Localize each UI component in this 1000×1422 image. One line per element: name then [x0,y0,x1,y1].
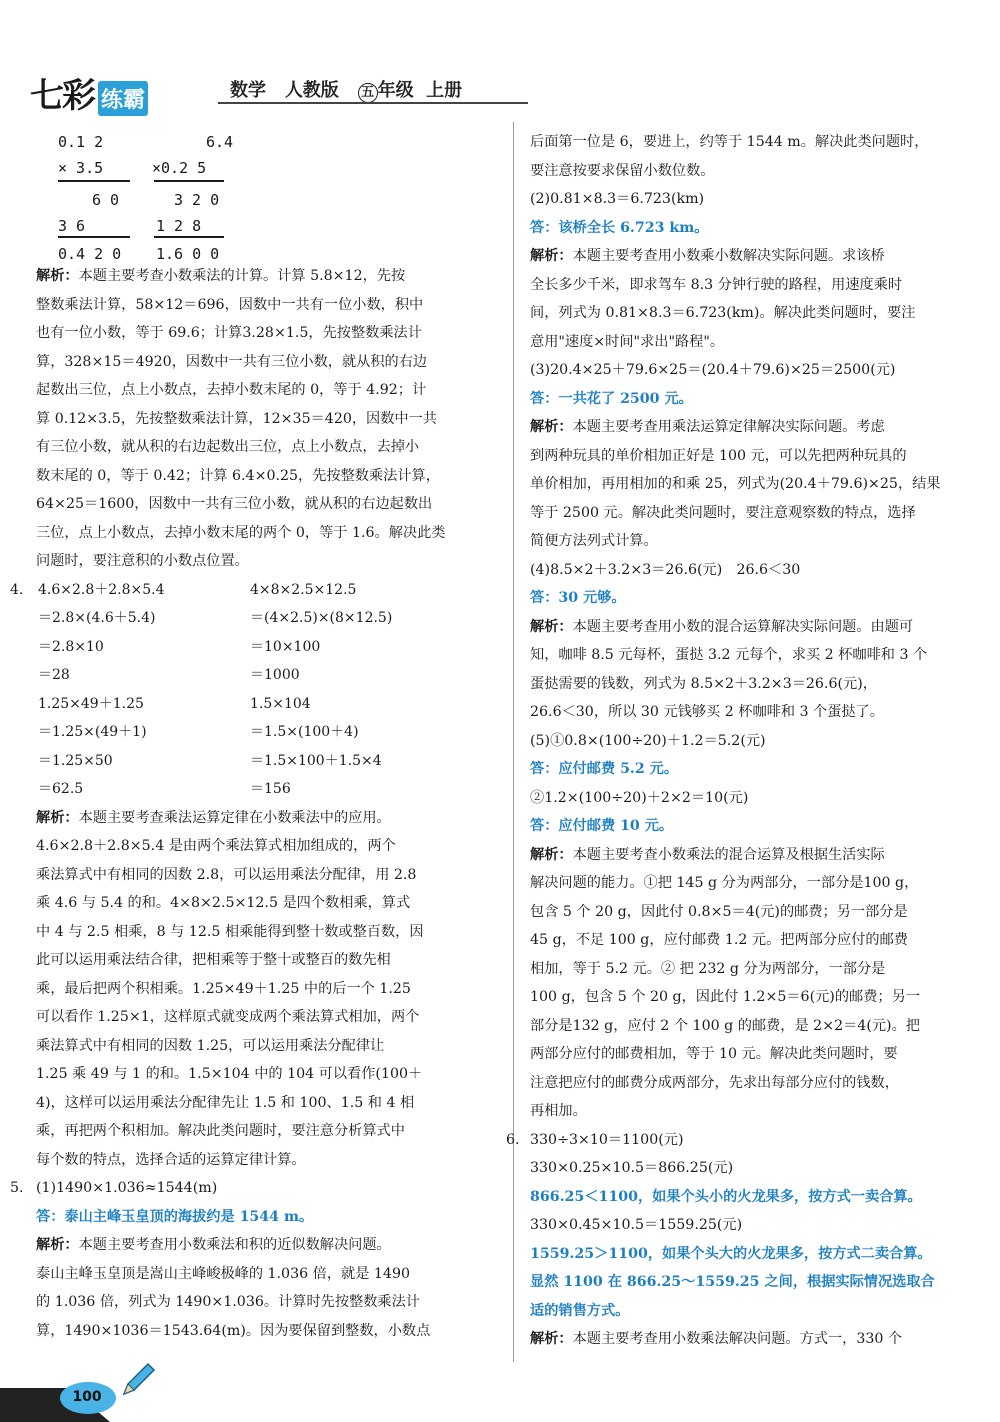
calc-b-line4: 1 2 8 [156,217,202,235]
edition: 人教版 [284,80,339,101]
analysis-line: 算 0.12×3.5，先按整数乘法计算，12×35＝420，因数中一共 [36,410,437,427]
analysis-line: 此可以运用乘法结合律，把相乘等于整十或整百的数先相 [36,952,391,968]
analysis-line: 本题主要考查用乘法运算定律解决实际问题。考虑 [572,419,885,435]
analysis-line: 算，328×15＝4920，因数中一共有三位小数，就从积的右边 [36,353,428,370]
answer: 答：该桥全长 6.723 km。 [530,219,709,236]
equation: ＝1.5×(100＋4) [250,724,359,740]
analysis-line: 64×25＝1600，因数中一共有三位小数，就从积的右边起数出 [36,496,433,512]
analysis-line: 算，1490×1036＝1543.64(m)。因为要保留到整数，小数点 [36,1322,431,1339]
answer-line: 适的销售方式。 [530,1302,630,1319]
analysis-line: 再相加。 [530,1103,587,1119]
analysis-line: 4)，这样可以运用乘法分配律先让 1.5 和 100、1.5 和 4 相 [36,1094,415,1111]
analysis-line: 知，咖啡 8.5 元每杯，蛋挞 3.2 元每个，求买 2 杯咖啡和 3 个 [530,647,928,663]
calc-a-line3: 6 0 [92,191,120,209]
analysis-line: 问题时，要注意积的小数点位置。 [36,553,249,569]
calc-a-line4: 3 6 [58,217,86,235]
question-number: 6. [506,1131,520,1148]
analysis-line: 解决问题的能力。①把 145 g 分为两部分，一部分是100 g， [530,875,919,891]
equation: ＝2.8×(4.6＋5.4) [38,610,156,626]
answer-line: 866.25＜1100，如果个头小的火龙果多，按方式一卖合算。 [530,1188,922,1205]
analysis-line: 乘，最后把两个积相乘。1.25×49＋1.25 中的后一个 1.25 [36,980,411,997]
analysis-line: 包含 5 个 20 g，因此付 0.8×5＝4(元)的邮费；另一部分是 [530,903,908,920]
calc-a-line5: 0.4 2 0 [58,245,122,263]
calc-a-rule1 [58,180,130,182]
header-rule [218,102,528,104]
header-title [230,76,462,103]
vertical-calculations [36,128,496,263]
equation: 1.25×49＋1.25 [38,695,144,712]
analysis-label: 解析： [36,809,79,826]
analysis-line: 部分是132 g，应付 2 个 100 g 的邮费，是 2×2＝4(元)。把 [530,1017,920,1034]
answer-line: 1559.25＞1100，如果个头大的火龙果多，按方式二卖合算。 [530,1245,932,1262]
equation: ＝2.8×10 [38,638,104,655]
analysis-line: 45 g，不足 100 g，应付邮费 1.2 元。把两部分应付的邮费 [530,932,908,948]
grade-number: 五 [358,83,378,103]
analysis-line: 两部分应付的邮费相加，等于 10 元。解决此类问题时，要 [530,1046,898,1062]
calc-b-rule1 [154,180,224,182]
subject: 数学 [230,80,266,101]
analysis-line: 中 4 与 2.5 相乘，8 与 12.5 相乘能得到整十数或整百数，因 [36,923,424,940]
brand-logo [30,68,148,117]
analysis-line: 有三位小数，就从积的右边起数出三位，点上小数点，去掉小 [36,439,420,455]
analysis-line: 乘 4.6 与 5.4 的和。4×8×2.5×12.5 是四个数相乘，算式 [36,895,411,911]
equation: (1)1490×1.036≈1544(m) [36,1180,218,1196]
analysis-label: 解析： [530,248,573,264]
page-number: 100 [72,1389,102,1405]
equation: ＝1.25×(49＋1) [38,724,147,740]
analysis-line: 本题主要考查小数乘法的计算。计算 5.8×12，先按 [78,268,406,284]
analysis-label: 解析： [36,1237,79,1253]
analysis-label: 解析： [530,846,573,863]
analysis-label: 解析： [530,419,573,435]
question-number: 4. [10,581,24,598]
calc-a-rule2 [58,236,130,238]
analysis-label: 解析： [36,268,79,284]
equation: (4)8.5×2＋3.2×3＝26.6(元) 26.6＜30 [530,561,801,578]
analysis-line: 4.6×2.8＋2.8×5.4 是由两个乘法算式相加组成的，两个 [36,838,396,854]
analysis-line: 1.25 乘 49 与 1 的和。1.5×104 中的 104 可以看作(100＋ [36,1066,423,1082]
right-column [506,128,970,1354]
analysis-label: 解析： [530,1331,573,1347]
analysis-line: 乘，再把两个积相加。解决此类问题时，要注意分析算式中 [36,1123,405,1139]
analysis-line: 的 1.036 倍，列式为 1490×1.036。计算时先按整数乘法计 [36,1294,420,1310]
page-header [30,68,980,116]
analysis-line: 到两种玩具的单价相加正好是 100 元，可以先把两种玩具的 [530,447,907,464]
calc-b-line3: 3 2 0 [174,191,220,209]
column-divider [513,122,514,1362]
analysis-line: 本题主要考查用小数乘法解决问题。方式一，330 个 [572,1331,903,1347]
equation: ＝10×100 [250,638,321,655]
equation: ＝62.5 [38,781,84,797]
pencil-icon [118,1360,158,1400]
calc-b-line2: ×0.2 5 [152,159,207,177]
logo-text: 七彩 [30,76,94,116]
analysis-line: 本题主要考查乘法运算定律在小数乘法中的应用。 [78,809,391,826]
analysis-line: 简便方法列式计算。 [530,533,658,549]
analysis-line: 乘法算式中有相同的因数 1.25，可以运用乘法分配律让 [36,1037,385,1054]
question-5 [10,1174,496,1345]
logo-box: 练霸 [98,81,148,116]
analysis-line: 也有一位小数，等于 69.6；计算3.28×1.5，先按整数乘法计 [36,325,422,341]
analysis-line: 每个数的特点，选择合适的运算定律计算。 [36,1151,306,1168]
analysis-line: 本题主要考查用小数乘小数解决实际问题。求该桥 [572,248,885,264]
calc-b-line1: 6.4 [206,133,234,151]
analysis-line: 泰山主峰玉皇顶是嵩山主峰峻极峰的 1.036 倍，就是 1490 [36,1265,411,1282]
equation: 330×0.45×10.5＝1559.25(元) [530,1217,743,1233]
equation: ＝1.25×50 [38,752,113,769]
equation: (3)20.4×25＋79.6×25＝(20.4＋79.6)×25＝2500(元) [530,362,896,378]
calc-b-rule2 [154,236,224,238]
analysis-line: 等于 2500 元。解决此类问题时，要注意观察数的特点，选择 [530,504,916,521]
analysis-line: 整数乘法计算，58×12＝696，因数中一共有一位小数，积中 [36,296,424,313]
analysis-line: 相加，等于 5.2 元。② 把 232 g 分为两部分，一部分是 [530,960,886,977]
analysis-line: 间，列式为 0.81×8.3＝6.723(km)。解决此类问题时，要注 [530,305,916,321]
equation: 330×0.25×10.5＝866.25(元) [530,1160,734,1176]
analysis-line: 起数出三位，点上小数点，去掉小数末尾的 0，等于 4.92；计 [36,382,427,398]
equation: ＝(4×2.5)×(8×12.5) [250,610,393,626]
equation: ＝1000 [250,667,300,683]
analysis-line: 注意把应付的邮费分成两部分，先求出每部分应付的钱数， [530,1074,899,1091]
question-4 [10,576,496,804]
equation: ＝1.5×100＋1.5×4 [250,752,382,769]
analysis-line: 26.6＜30，所以 30 元钱够买 2 杯咖啡和 3 个蛋挞了。 [530,704,884,720]
equation: ＝156 [250,781,291,797]
equation: 4.6×2.8＋2.8×5.4 [38,581,165,598]
analysis-line: 三位，点上小数点，去掉小数末尾的两个 0，等于 1.6。解决此类 [36,524,446,541]
calc-a-line1: 0.1 2 [58,133,104,151]
analysis-line: 蛋挞需要的钱数，列式为 8.5×2＋3.2×3＝26.6(元)， [530,675,877,692]
answer: 答：泰山主峰玉皇顶的海拔约是 1544 m。 [36,1208,314,1225]
answer: 答：30 元够。 [530,590,626,606]
analysis-4 [36,804,496,1175]
left-column [10,128,496,1345]
analysis-line: 要注意按要求保留小数位数。 [530,162,715,179]
equation: ②1.2×(100÷20)＋2×2＝10(元) [530,789,749,806]
answer: 答：一共花了 2500 元。 [530,390,693,407]
calc-a-line2: × 3.5 [58,159,104,177]
analysis-line: 后面第一位是 6，要进上，约等于 1544 m。解决此类问题时， [530,134,929,150]
analysis-line: 乘法算式中有相同的因数 2.8，可以运用乘法分配律，用 2.8 [36,866,417,883]
volume: 上册 [426,80,463,101]
analysis-line: 可以看作 1.25×1，这样原式就变成两个乘法算式相加，两个 [36,1009,420,1025]
answer-line: 显然 1100 在 866.25～1559.25 之间，根据实际情况选取合 [530,1274,935,1290]
equation: (5)①0.8×(100÷20)＋1.2＝5.2(元) [530,732,766,749]
analysis-line: 本题主要考查用小数乘法和积的近似数解决问题。 [78,1237,391,1253]
analysis-line: 意用"速度×时间"求出"路程"。 [530,333,725,350]
question-number: 5. [10,1180,24,1196]
equation: 1.5×104 [250,695,311,712]
calc-b-line5: 1.6 0 0 [156,245,220,263]
analysis-line: 100 g，包含 5 个 20 g，因此付 1.2×5＝6(元)的邮费；另一 [530,989,920,1005]
equation: 4×8×2.5×12.5 [250,581,357,598]
analysis-line: 本题主要考查小数乘法的混合运算及根据生活实际 [572,846,885,863]
answer: 答：应付邮费 10 元。 [530,818,674,834]
analysis-label: 解析： [530,618,573,635]
analysis-3 [36,262,496,576]
equation: (2)0.81×8.3＝6.723(km) [530,191,705,207]
answer: 答：应付邮费 5.2 元。 [530,761,679,777]
analysis-line: 单价相加，再用相加的和乘 25，列式为(20.4＋79.6)×25，结果 [530,476,941,492]
grade-label: 年级 [377,80,414,101]
equation: 330÷3×10＝1100(元) [530,1131,684,1148]
analysis-line: 全长多少千米，即求驾车 8.3 分钟行驶的路程，用速度乘时 [530,276,903,293]
analysis-line: 本题主要考查用小数的混合运算解决实际问题。由题可 [572,618,914,635]
analysis-line: 数末尾的 0，等于 0.42；计算 6.4×0.25，先按整数乘法计算， [36,467,440,484]
equation: ＝28 [38,667,70,683]
